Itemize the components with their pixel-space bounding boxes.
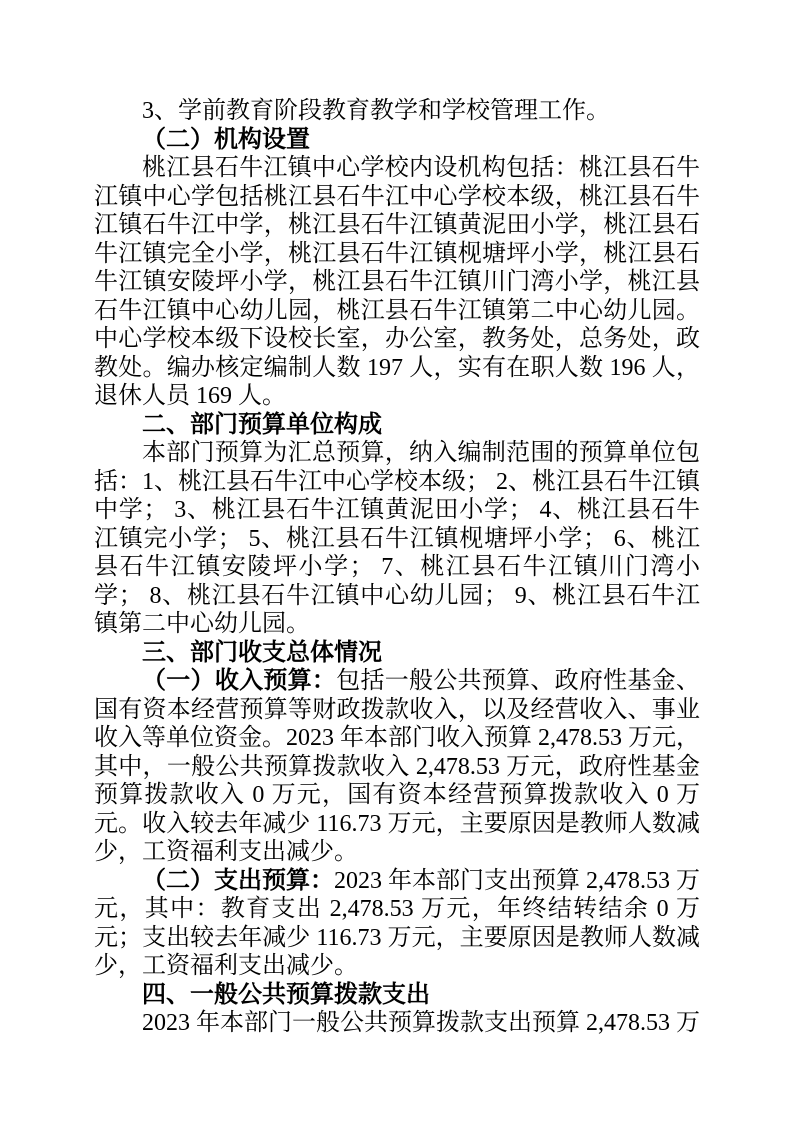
text-run: 2023 年本部门一般公共预算拨款支出预算 2,478.53 万 xyxy=(142,1010,700,1036)
para-income-budget xyxy=(94,667,700,867)
bold-text-run: 四、一般公共预算拨款支出 xyxy=(142,980,430,1008)
bold-text-run: 三、部门收支总体情况 xyxy=(142,638,382,666)
para-budget-unit-list xyxy=(94,439,700,639)
text-run: 桃江县石牛江镇中心学校内设机构包括：桃江县石牛江镇中心学包括桃江县石牛江中心学校本级，桃江县石牛江镇石牛江中学，桃江县石牛江镇黄泥田小学，桃江县石牛江镇完全小学，桃江县石牛江镇枧塘坪小学，桃江县石牛江镇安陵坪小学，桃江县石牛江镇川门湾小学，桃江县石牛江镇中心幼儿园，桃江县石牛江镇第二中心幼儿园。中心学校本级下设校长室，办公室，教务处，总务处，政教处。编办核定编制人数 197 人，实有在职人数 196 人，退休人员 169 人。 xyxy=(94,155,700,409)
para-organization-detail xyxy=(94,154,700,411)
text-run: 本部门预算为汇总预算，纳入编制范围的预算单位包括：1、桃江县石牛江中心学校本级； 2、桃江县石牛江镇中学； 3、桃江县石牛江镇黄泥田小学； 4、桃江县石牛江镇完小学； 5、桃江县石牛江镇枧塘坪小学； 6、桃江县石牛江镇安陵坪小学； 7、桃江县石牛江镇川门湾小学； 8、桃江县石牛江镇中心幼儿园； 9、桃江县石牛江镇第二中心幼儿园。 xyxy=(94,440,700,637)
heading-2-organization-setup xyxy=(94,126,700,155)
bold-text-run: （二）支出预算： xyxy=(142,866,334,894)
text-run: 包括一般公共预算、政府性基金、国有资本经营预算等财政拨款收入，以及经营收入、事业收入等单位资金。2023 年本部门收入预算 2,478.53 万元，其中，一般公共预算拨款收入 2,478.53 万元，政府性基金预算拨款收入 0 万元，国有资本经营预算拨款收入 0 万元。收入较去年减少 116.73 万元，主要原因是教师人数减少，工资福利支出减少。 xyxy=(94,668,701,865)
document-content xyxy=(94,97,700,1038)
bold-text-run: 二、部门预算单位构成 xyxy=(142,410,382,438)
text-run: 2023 年本部门支出预算 2,478.53 万元，其中：教育支出 2,478.53 万元，年终结转结余 0 万元；支出较去年减少 116.73 万元，主要原因是教师人数减少，工资福利支出减少。 xyxy=(94,867,700,979)
para-general-public-budget-intro xyxy=(94,1009,700,1038)
para-item3-preschool-duty xyxy=(94,97,700,126)
bold-text-run: （二）机构设置 xyxy=(142,125,310,153)
text-run: 3、学前教育阶段教育教学和学校管理工作。 xyxy=(142,98,610,124)
heading-sec2-budget-unit-composition xyxy=(94,411,700,440)
heading-sec4-general-public-budget-expenditure xyxy=(94,981,700,1010)
bold-text-run: （一）收入预算： xyxy=(142,667,337,694)
heading-sec3-overall-revenue-expenditure xyxy=(94,639,700,668)
para-expenditure-budget xyxy=(94,867,700,981)
